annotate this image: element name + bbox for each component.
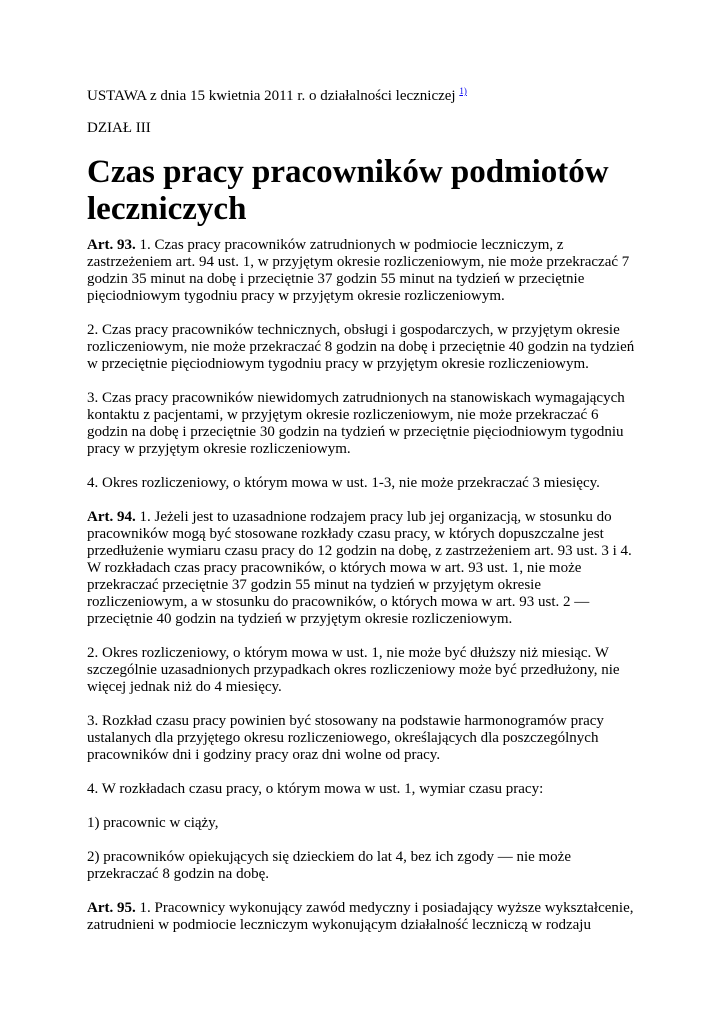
paragraph	[87, 781, 643, 798]
paragraph	[87, 475, 643, 492]
act-title-text: USTAWA z dnia 15 kwietnia 2011 r. o działalności leczniczej	[87, 88, 456, 104]
paragraph-text: 4. Okres rozliczeniowy, o którym mowa w ust. 1-3, nie może przekraczać 3 miesięcy.	[87, 475, 600, 491]
paragraph	[87, 815, 643, 832]
paragraph	[87, 390, 643, 458]
paragraph	[87, 849, 643, 883]
paragraph-text: 1) pracownic w ciąży,	[87, 815, 219, 831]
paragraph-text: 1. Pracownicy wykonujący zawód medyczny i posiadający wyższe wykształcenie, zatrudnieni w podmiocie leczniczym wykonującym działalność leczniczą w rodzaju	[87, 900, 634, 933]
paragraph-text: 2. Czas pracy pracowników technicznych, obsługi i gospodarczych, w przyjętym okresie rozliczeniowym, nie może przekraczać 8 godzin na dobę i przeciętnie 40 godzin na tydzień w przeciętnie pięciodniowym tygodniu pracy w przyjętym okresie rozliczeniowym.	[87, 322, 635, 372]
paragraph-text: 2) pracowników opiekujących się dzieckiem do lat 4, bez ich zgody — nie może przekraczać 8 godzin na dobę.	[87, 849, 571, 882]
paragraph	[87, 713, 643, 764]
article-label: Art. 95.	[87, 900, 136, 916]
paragraph	[87, 322, 643, 373]
paragraph	[87, 509, 643, 628]
document-body	[87, 237, 643, 951]
article-label: Art. 94.	[87, 509, 136, 525]
article-label: Art. 93.	[87, 237, 136, 253]
paragraph-text: 3. Rozkład czasu pracy powinien być stosowany na podstawie harmonogramów pracy ustalanych dla przyjętego okresu rozliczeniowego, określających dla poszczególnych pracowników dni i godziny pracy oraz dni wolne od pracy.	[87, 713, 604, 763]
paragraph-text: 3. Czas pracy pracowników niewidomych zatrudnionych na stanowiskach wymagających kontaktu z pacjentami, w przyjętym okresie rozliczeniowym, nie może przekraczać 6 godzin na dobę i przeciętnie 30 godzin na tydzień w przeciętnie pięciodniowym tygodniu pracy w przyjętym okresie rozliczeniowym.	[87, 390, 625, 457]
paragraph-text: 2. Okres rozliczeniowy, o którym mowa w ust. 1, nie może być dłuższy niż miesiąc. W szczególnie uzasadnionych przypadkach okres rozliczeniowy może być przedłużony, nie więcej jednak niż do 4 miesięcy.	[87, 645, 620, 695]
footnote-link[interactable]: 1)	[459, 86, 467, 96]
paragraph	[87, 237, 643, 305]
paragraph-text: 4. W rozkładach czasu pracy, o którym mowa w ust. 1, wymiar czasu pracy:	[87, 781, 544, 797]
paragraph	[87, 645, 643, 696]
page-title: Czas pracy pracowników podmiotów leczniczych	[87, 154, 609, 227]
paragraph-text: 1. Jeżeli jest to uzasadnione rodzajem pracy lub jej organizacją, w stosunku do pracowników mogą być stosowane rozkłady czasu pracy, w których dopuszczalne jest przedłużenie wymiaru czasu pracy do 12 godzin na dobę, z zastrzeżeniem art. 93 ust. 3 i 4. W rozkładach czas pracy pracowników, o których mowa w art. 93 ust. 1, nie może przekraczać przeciętnie 37 godzin 55 minut na tydzień w przyjętym okresie rozliczeniowym, a w stosunku do pracowników, o których mowa w art. 93 ust. 2 — przeciętnie 40 godzin na tydzień w przyjętym okresie rozliczeniowym.	[87, 509, 632, 627]
paragraph-text: 1. Czas pracy pracowników zatrudnionych w podmiocie leczniczym, z zastrzeżeniem art. 94 ust. 1, w przyjętym okresie rozliczeniowym, nie może przekraczać 7 godzin 35 minut na dobę i przeciętnie 37 godzin 55 minut na tydzień w przeciętnie pięciodniowym tygodniu pracy w przyjętym okresie rozliczeniowym.	[87, 237, 630, 304]
section-label: DZIAŁ III	[87, 120, 151, 136]
paragraph	[87, 900, 643, 934]
act-title	[87, 86, 467, 105]
